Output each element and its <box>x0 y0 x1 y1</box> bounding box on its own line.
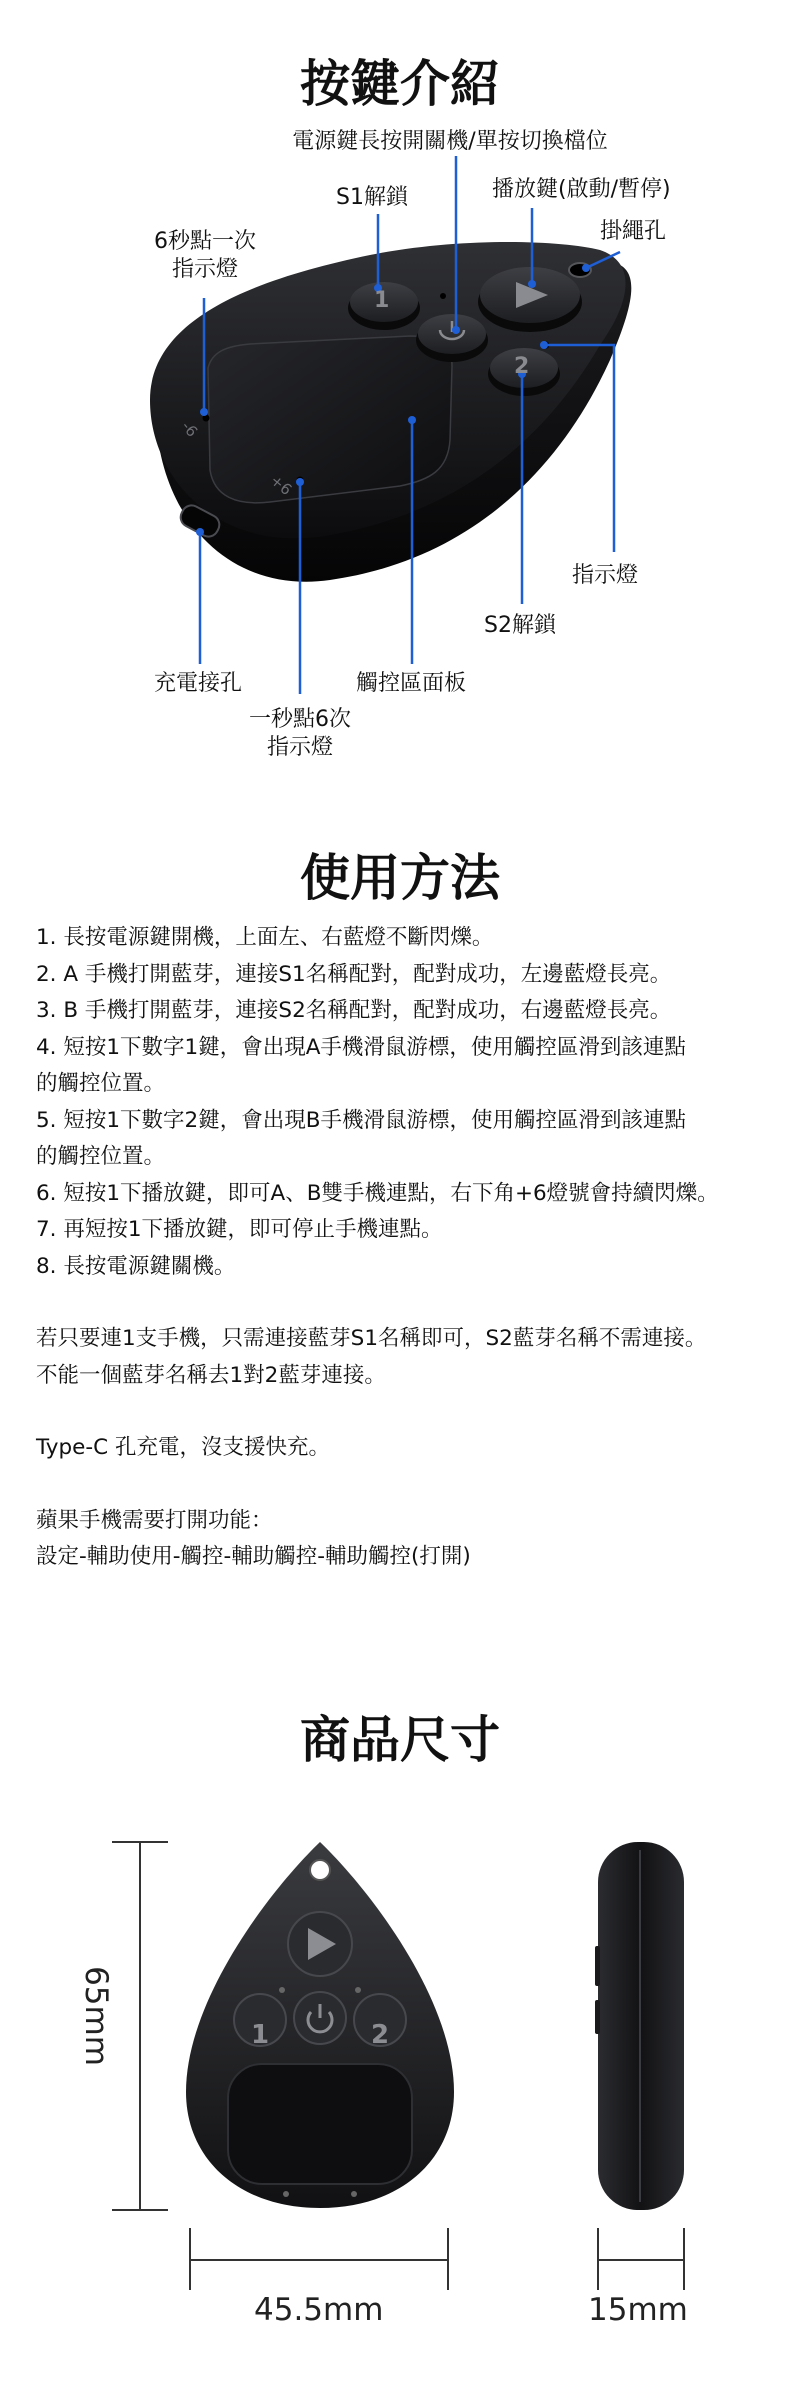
usage-line: Type-C 孔充電，沒支援快充。 <box>36 1435 330 1460</box>
usage-line: 若只要連1支手機，只需連接藍芽S1名稱即可，S2藍芽名稱不需連接。 <box>36 1326 707 1351</box>
label-six-per-second: 6秒點一次 指示燈 <box>154 229 256 282</box>
label-power-key: 電源鍵長按開關機/單按切換檔位 <box>292 129 608 154</box>
label-charge-port: 充電接孔 <box>154 671 243 696</box>
usage-line: 4. 短按1下數字1鍵，會出現A手機滑鼠游標，使用觸控區滑到該連點 <box>36 1034 686 1060</box>
usage-line: 蘋果手機需要打開功能： <box>36 1507 273 1533</box>
label-s2-unlock: S2解鎖 <box>484 613 556 638</box>
indicator-dot-top <box>440 293 446 299</box>
device-power-button <box>416 314 488 362</box>
front-btn2-glyph: 2 <box>371 2020 390 2050</box>
label-indicator: 指示燈 <box>572 563 639 588</box>
label-touch-panel: 觸控區面板 <box>356 671 467 696</box>
usage-line: 的觸控位置。 <box>36 1071 166 1096</box>
depth-label: 15mm <box>588 2292 688 2328</box>
section-title-buttons: 按鍵介紹 <box>300 55 500 113</box>
device-btn2-glyph: 2 <box>514 354 530 379</box>
section-title-usage: 使用方法 <box>300 849 500 907</box>
device-minus6-glyph: -6 <box>177 417 202 441</box>
usage-line: 不能一個藍芽名稱去1對2藍芽連接。 <box>36 1362 386 1388</box>
device-play-button <box>478 267 582 332</box>
usage-line: 7. 再短按1下播放鍵，即可停止手機連點。 <box>36 1217 443 1242</box>
label-one-sec-six: 一秒點6次 指示燈 <box>249 707 351 760</box>
label-play-key: 播放鍵(啟動/暫停) <box>492 177 671 202</box>
front-lanyard-hole <box>310 1860 330 1880</box>
usage-line: 1. 長按電源鍵開機，上面左、右藍燈不斷閃爍。 <box>36 925 494 950</box>
label-s1-unlock: S1解鎖 <box>336 185 408 210</box>
label-lanyard-hole: 掛繩孔 <box>600 219 667 244</box>
usage-line: 8. 長按電源鍵關機。 <box>36 1253 236 1279</box>
usage-line: 6. 短按1下播放鍵，即可A、B雙手機連點，右下角+6燈號會持續閃爍。 <box>36 1180 719 1206</box>
usage-line: 設定-輔助使用-觸控-輔助觸控-輔助觸控(打開) <box>36 1544 471 1569</box>
usage-instructions <box>36 920 776 1576</box>
height-label: 65mm <box>77 1966 114 2066</box>
height-dimension-line <box>112 1842 168 2210</box>
width-dimension-line <box>190 2228 448 2290</box>
device-buttons-illustration <box>0 0 800 800</box>
usage-line: 的觸控位置。 <box>36 1144 166 1169</box>
device-btn1-glyph: 1 <box>374 288 390 313</box>
section-title-dimensions: 商品尺寸 <box>300 1711 500 1769</box>
usage-line: 2. A 手機打開藍芽，連接S1名稱配對，配對成功，左邊藍燈長亮。 <box>36 961 672 987</box>
width-label: 45.5mm <box>254 2292 384 2328</box>
depth-dimension-line <box>598 2228 684 2290</box>
usage-line: 3. B 手機打開藍芽，連接S2名稱配對，配對成功，右邊藍燈長亮。 <box>36 998 672 1023</box>
front-btn1-glyph: 1 <box>251 2020 270 2050</box>
front-touch-panel <box>228 2064 412 2184</box>
usage-line: 5. 短按1下數字2鍵，會出現B手機滑鼠游標，使用觸控區滑到該連點 <box>36 1107 686 1133</box>
device-plus6-glyph: +6 <box>266 470 296 500</box>
